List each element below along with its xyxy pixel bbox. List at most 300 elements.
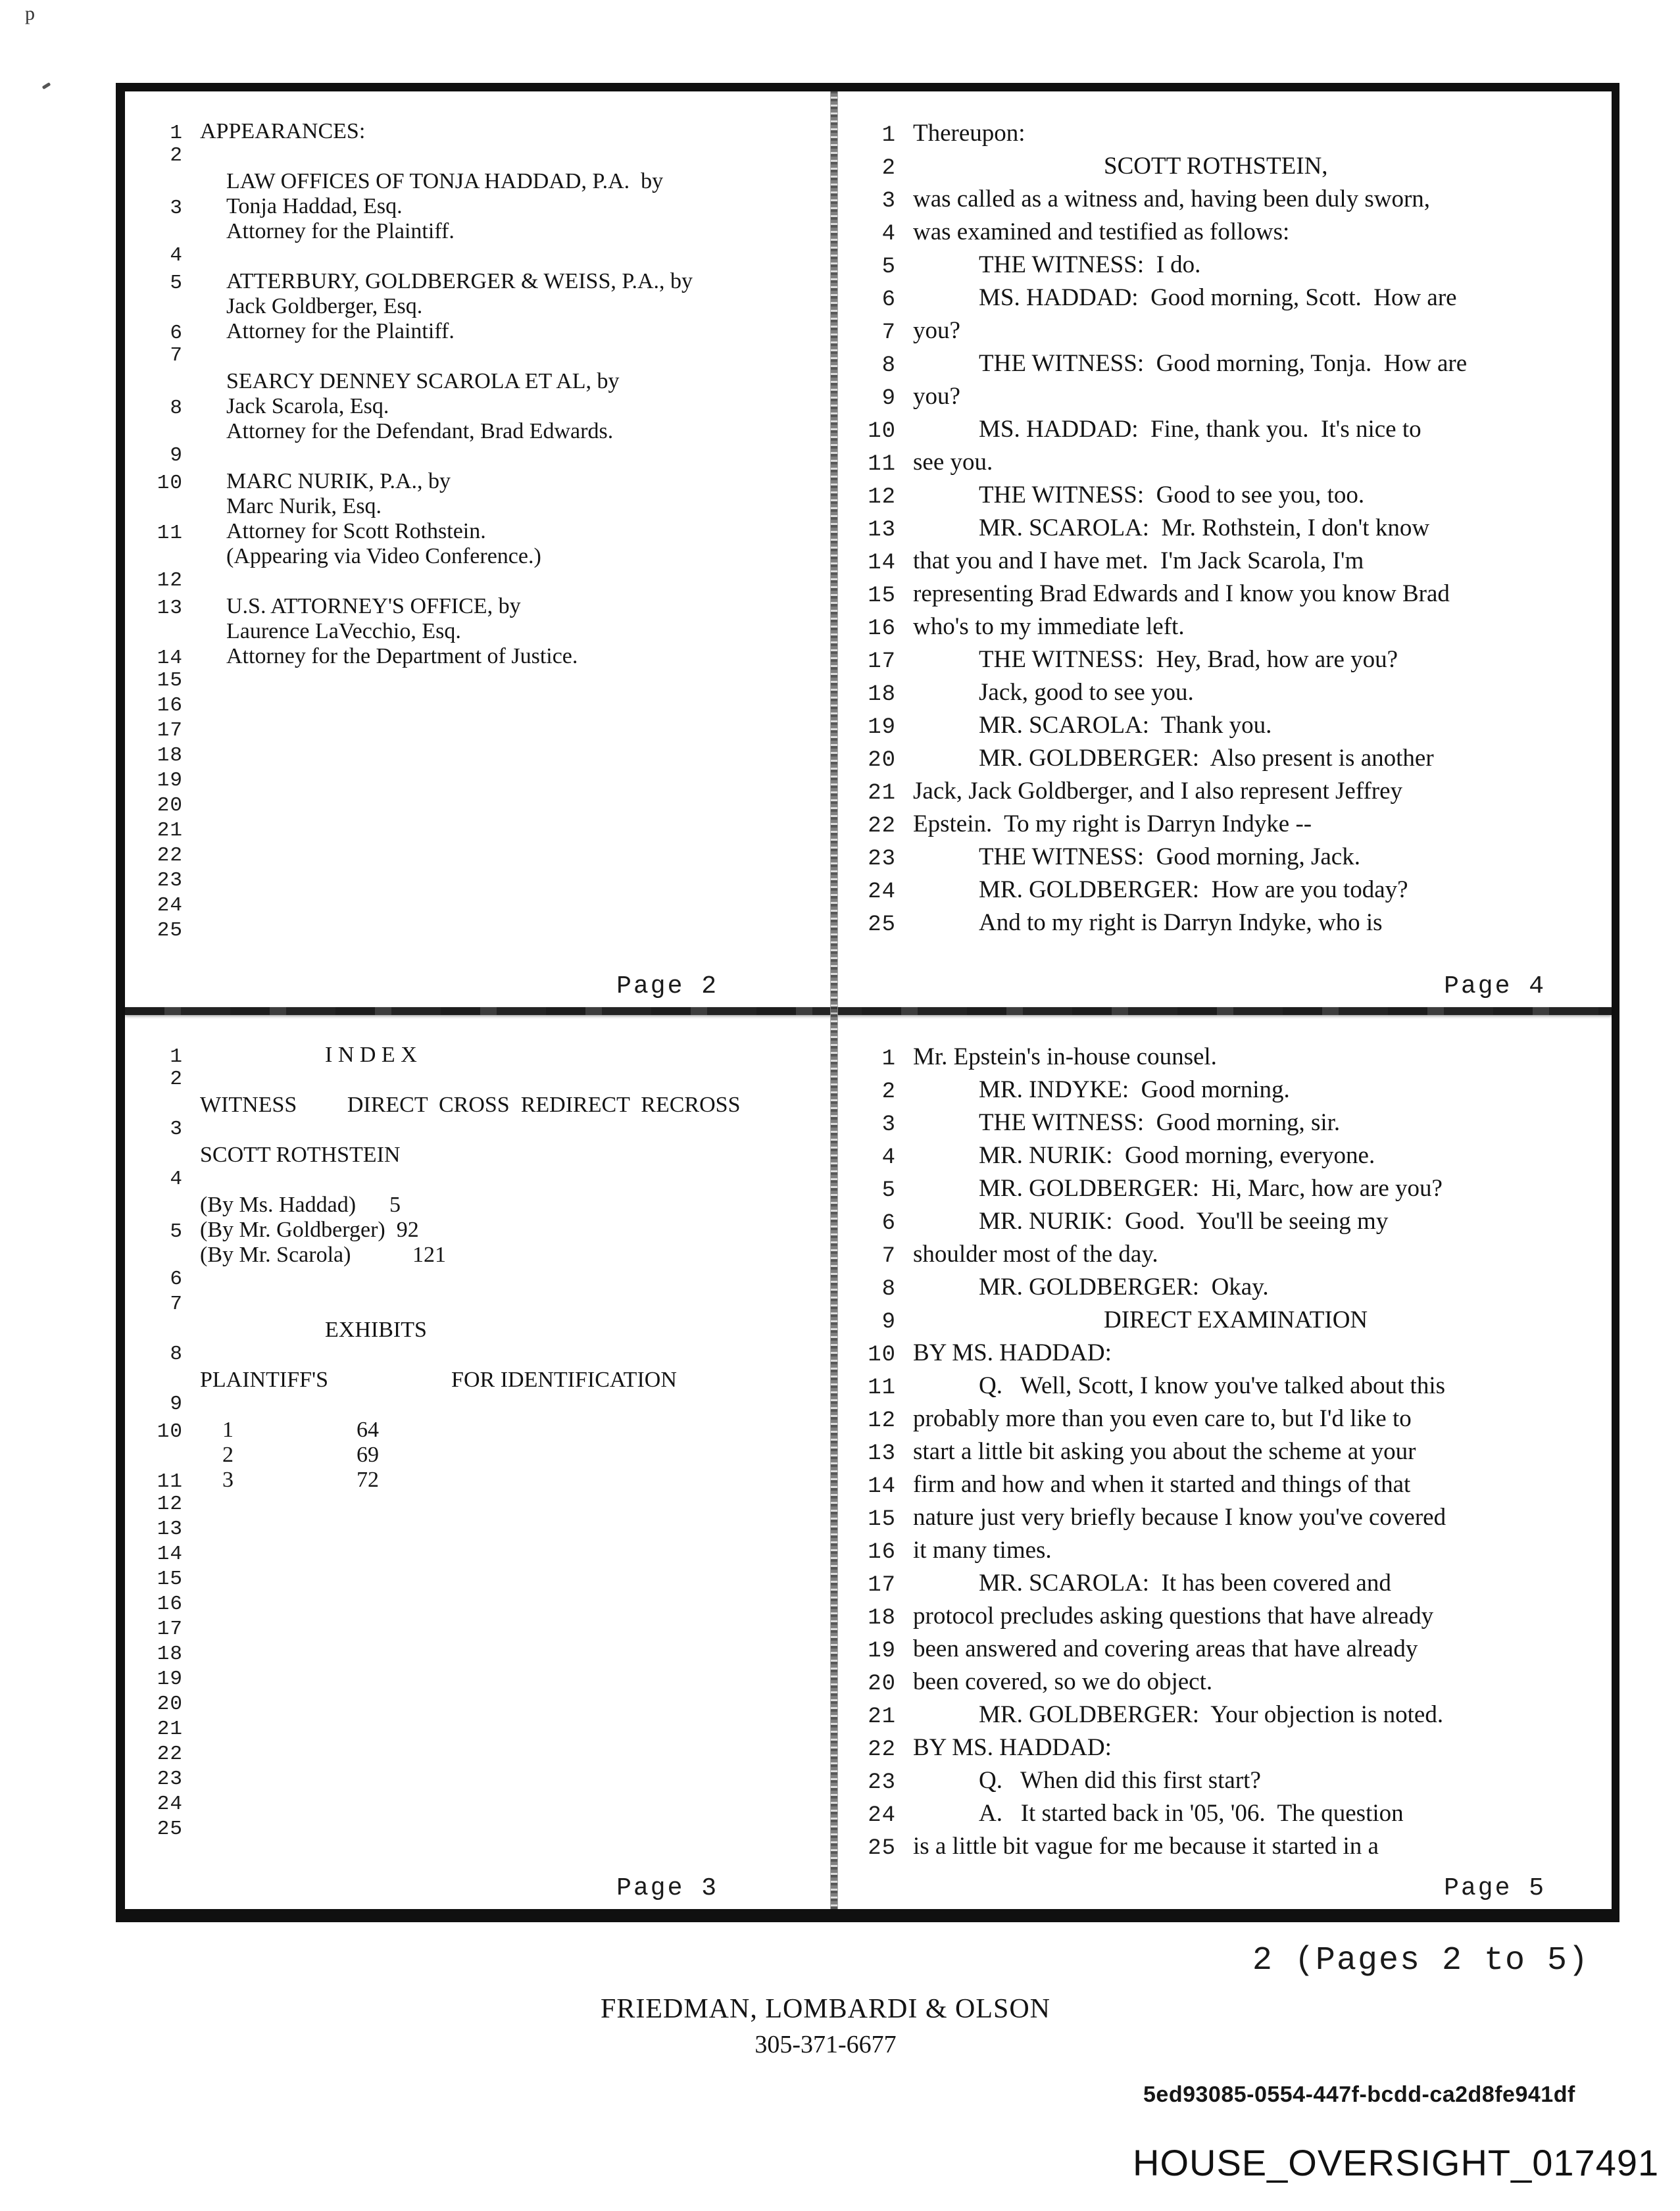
line-number: 11 xyxy=(868,1376,896,1401)
transcript-line xyxy=(132,1643,821,1668)
line-text: Jack Scarola, Esq. xyxy=(226,394,389,418)
transcript-page-4 xyxy=(838,91,1612,1007)
transcript-line xyxy=(845,1240,1602,1273)
transcript-line xyxy=(132,544,821,569)
line-text: Q. Well, Scott, I know you've talked about this xyxy=(979,1372,1445,1399)
transcript-lines xyxy=(132,1043,821,1843)
transcript-line xyxy=(132,1518,821,1543)
transcript-line xyxy=(132,1318,821,1343)
transcript-line xyxy=(132,1193,821,1218)
line-text: was examined and testified as follows: xyxy=(913,218,1290,245)
line-number: 5 xyxy=(170,272,183,295)
line-number: 9 xyxy=(170,444,183,467)
line-text: Marc Nurik, Esq. xyxy=(226,494,382,518)
line-number: 16 xyxy=(868,1540,896,1565)
bates-number: HOUSE_OVERSIGHT_017491 xyxy=(1133,2142,1660,2183)
line-text: SCOTT ROTHSTEIN xyxy=(200,1143,401,1167)
line-number: 18 xyxy=(868,1606,896,1631)
line-number: 25 xyxy=(868,912,896,937)
line-number: 6 xyxy=(170,1268,183,1291)
line-number: 22 xyxy=(868,1737,896,1762)
transcript-line xyxy=(845,1141,1602,1174)
transcript-line xyxy=(132,594,821,619)
line-text: been covered, so we do object. xyxy=(913,1668,1213,1695)
transcript-line xyxy=(845,1701,1602,1733)
transcript-line xyxy=(132,894,821,919)
transcript-line xyxy=(132,1468,821,1493)
line-number: 3 xyxy=(170,197,183,220)
transcript-line xyxy=(132,1068,821,1093)
transcript-line xyxy=(845,1437,1602,1470)
line-text: MR. GOLDBERGER: Also present is another xyxy=(979,745,1434,772)
line-text: THE WITNESS: I do. xyxy=(979,251,1201,278)
line-text: protocol precludes asking questions that have already xyxy=(913,1602,1434,1629)
line-number: 15 xyxy=(868,1507,896,1532)
line-text: THE WITNESS: Good morning, Tonja. How are xyxy=(979,350,1468,377)
line-number: 15 xyxy=(868,584,896,609)
transcript-line xyxy=(132,1718,821,1743)
transcript-line xyxy=(845,678,1602,711)
line-text: MR. GOLDBERGER: Okay. xyxy=(979,1274,1269,1301)
transcript-lines xyxy=(132,119,821,944)
line-number: 16 xyxy=(868,616,896,641)
line-text: EXHIBITS xyxy=(325,1318,427,1342)
line-text: firm and how and when it started and things of that xyxy=(913,1471,1411,1498)
line-number: 22 xyxy=(157,844,183,867)
line-text: that you and I have met. I'm Jack Scarola, I'm xyxy=(913,547,1364,574)
transcript-line xyxy=(132,744,821,769)
line-number: 10 xyxy=(157,472,183,495)
line-number: 22 xyxy=(157,1743,183,1766)
line-number: 25 xyxy=(868,1836,896,1861)
line-number: 21 xyxy=(868,1704,896,1729)
transcript-line xyxy=(132,719,821,744)
line-text: SCOTT ROTHSTEIN, xyxy=(1104,153,1328,180)
line-text: MR. GOLDBERGER: How are you today? xyxy=(979,876,1408,903)
line-text: THE WITNESS: Good to see you, too. xyxy=(979,482,1365,509)
transcript-line xyxy=(132,1293,821,1318)
line-text: MR. SCAROLA: It has been covered and xyxy=(979,1570,1391,1597)
transcript-lines xyxy=(845,1043,1602,1865)
transcript-line xyxy=(132,844,821,869)
line-text: THE WITNESS: Good morning, sir. xyxy=(979,1109,1341,1136)
transcript-line xyxy=(132,419,821,444)
line-number: 9 xyxy=(170,1393,183,1416)
transcript-line xyxy=(132,1568,821,1593)
transcript-line xyxy=(132,1768,821,1793)
line-text: THE WITNESS: Good morning, Jack. xyxy=(979,843,1360,870)
line-number: 16 xyxy=(157,694,183,717)
line-number: 10 xyxy=(868,419,896,444)
court-reporter-phone: 305-371-6677 xyxy=(754,2031,897,2058)
transcript-line xyxy=(845,1536,1602,1569)
transcript-line xyxy=(845,547,1602,580)
line-number: 23 xyxy=(157,869,183,892)
transcript-line xyxy=(132,794,821,819)
line-text: Jack, good to see you. xyxy=(979,679,1194,706)
line-number: 3 xyxy=(881,189,896,214)
line-text: 2 69 xyxy=(200,1443,379,1467)
scan-artifact-mark: p xyxy=(25,3,35,24)
line-text: Jack, Jack Goldberger, and I also represent Jeffrey xyxy=(913,778,1403,805)
line-text: Jack Goldberger, Esq. xyxy=(226,294,423,318)
line-number: 2 xyxy=(170,1068,183,1091)
page-label: Page 5 xyxy=(1444,1874,1546,1902)
transcript-page-5 xyxy=(838,1015,1612,1909)
line-number: 24 xyxy=(868,1803,896,1828)
line-text: MR. SCAROLA: Mr. Rothstein, I don't know xyxy=(979,514,1430,541)
line-number: 21 xyxy=(157,1718,183,1741)
court-reporter-block xyxy=(562,1993,1089,2059)
transcript-line xyxy=(845,876,1602,908)
transcript-line xyxy=(845,1076,1602,1108)
line-text: LAW OFFICES OF TONJA HADDAD, P.A. by xyxy=(226,169,664,193)
transcript-line xyxy=(132,469,821,494)
vertical-page-divider xyxy=(830,91,838,1909)
line-text: (By Mr. Scarola) 121 xyxy=(200,1243,446,1267)
transcript-line xyxy=(132,144,821,169)
transcript-line xyxy=(845,810,1602,843)
transcript-line xyxy=(132,1093,821,1118)
line-number: 10 xyxy=(157,1420,183,1443)
line-number: 13 xyxy=(868,1441,896,1466)
line-number: 2 xyxy=(881,156,896,181)
line-number: 8 xyxy=(170,1343,183,1366)
transcript-line xyxy=(845,908,1602,941)
transcript-line xyxy=(845,448,1602,481)
page-label: Page 3 xyxy=(616,1874,718,1902)
line-number: 24 xyxy=(157,894,183,917)
transcript-line xyxy=(132,669,821,694)
line-number: 19 xyxy=(157,769,183,792)
line-text: MARC NURIK, P.A., by xyxy=(226,469,451,493)
transcript-line xyxy=(845,843,1602,876)
line-text: APPEARANCES: xyxy=(200,119,366,143)
transcript-line xyxy=(132,519,821,544)
line-number: 1 xyxy=(170,122,183,145)
transcript-page-3 xyxy=(125,1015,830,1909)
line-number: 12 xyxy=(868,1408,896,1433)
transcript-line xyxy=(132,369,821,394)
line-number: 17 xyxy=(157,1618,183,1641)
line-number: 11 xyxy=(868,452,896,477)
line-text: THE WITNESS: Hey, Brad, how are you? xyxy=(979,646,1398,673)
line-number: 15 xyxy=(157,669,183,692)
line-number: 11 xyxy=(157,522,183,545)
transcript-line xyxy=(132,1743,821,1768)
transcript-line xyxy=(132,1368,821,1393)
document-id: 5ed93085-0554-447f-bcdd-ca2d8fe941df xyxy=(1143,2082,1575,2107)
transcript-line xyxy=(132,194,821,219)
transcript-line xyxy=(845,1766,1602,1799)
scan-artifact-tick xyxy=(42,82,51,89)
line-number: 18 xyxy=(157,744,183,767)
transcript-line xyxy=(845,1174,1602,1207)
line-text: DIRECT EXAMINATION xyxy=(1104,1306,1368,1333)
line-number: 7 xyxy=(881,1244,896,1269)
line-number: 17 xyxy=(157,719,183,742)
line-text: MR. NURIK: Good. You'll be seeing my xyxy=(979,1208,1389,1235)
transcript-line xyxy=(132,319,821,344)
transcript-line xyxy=(132,1793,821,1818)
line-text: MR. GOLDBERGER: Your objection is noted. xyxy=(979,1701,1444,1728)
line-number: 14 xyxy=(868,1474,896,1499)
line-text: SEARCY DENNEY SCAROLA ET AL, by xyxy=(226,369,620,393)
page-label: Page 4 xyxy=(1444,972,1546,1001)
transcript-line xyxy=(845,744,1602,777)
line-number: 13 xyxy=(868,518,896,543)
line-text: was called as a witness and, having been duly sworn, xyxy=(913,186,1431,212)
line-number: 5 xyxy=(170,1220,183,1243)
transcript-line xyxy=(845,1668,1602,1701)
horizontal-page-divider xyxy=(125,1007,1612,1015)
transcript-line xyxy=(845,645,1602,678)
transcript-line xyxy=(845,119,1602,152)
line-text: MR. SCAROLA: Thank you. xyxy=(979,712,1272,739)
transcript-line xyxy=(845,218,1602,251)
transcript-line xyxy=(132,1493,821,1518)
line-number: 9 xyxy=(881,1310,896,1335)
line-text: nature just very briefly because I know you've covered xyxy=(913,1504,1446,1531)
line-text: MS. HADDAD: Fine, thank you. It's nice to xyxy=(979,416,1421,443)
transcript-line xyxy=(845,1108,1602,1141)
line-number: 4 xyxy=(881,1145,896,1170)
line-number: 24 xyxy=(868,880,896,905)
transcript-line xyxy=(845,1503,1602,1536)
transcript-line xyxy=(132,1818,821,1843)
transcript-line xyxy=(845,777,1602,810)
line-number: 23 xyxy=(868,1770,896,1795)
line-number: 10 xyxy=(868,1343,896,1368)
line-number: 13 xyxy=(157,1518,183,1541)
line-text: MR. INDYKE: Good morning. xyxy=(979,1076,1290,1103)
line-number: 7 xyxy=(170,1293,183,1316)
line-text: MS. HADDAD: Good morning, Scott. How are xyxy=(979,284,1457,311)
line-number: 3 xyxy=(170,1118,183,1141)
line-number: 11 xyxy=(157,1470,183,1493)
transcript-line xyxy=(132,244,821,269)
line-number: 25 xyxy=(157,1818,183,1841)
line-text: A. It started back in '05, '06. The question xyxy=(979,1800,1404,1827)
transcript-line xyxy=(132,1143,821,1168)
line-text: Attorney for the Department of Justice. xyxy=(226,644,578,668)
transcript-line xyxy=(845,1339,1602,1372)
line-number: 20 xyxy=(868,748,896,773)
condensed-transcript-sheet xyxy=(116,83,1619,1922)
transcript-line xyxy=(132,1168,821,1193)
line-number: 19 xyxy=(868,715,896,740)
transcript-line xyxy=(845,251,1602,284)
line-number: 12 xyxy=(157,1493,183,1516)
line-number: 3 xyxy=(881,1112,896,1137)
footer-page-range: 2 (Pages 2 to 5) xyxy=(1252,1942,1589,1979)
line-number: 24 xyxy=(157,1793,183,1816)
transcript-line xyxy=(132,169,821,194)
line-text: MR. NURIK: Good morning, everyone. xyxy=(979,1142,1375,1169)
line-number: 4 xyxy=(170,244,183,267)
line-text: shoulder most of the day. xyxy=(913,1241,1158,1268)
transcript-line xyxy=(845,152,1602,185)
line-number: 18 xyxy=(868,682,896,707)
transcript-line xyxy=(132,819,821,844)
transcript-line xyxy=(132,444,821,469)
line-number: 12 xyxy=(868,485,896,510)
line-number: 19 xyxy=(868,1639,896,1664)
transcript-line xyxy=(845,415,1602,448)
transcript-line xyxy=(132,1443,821,1468)
line-text: is a little bit vague for me because it started in a xyxy=(913,1833,1379,1860)
line-text: (Appearing via Video Conference.) xyxy=(226,544,541,568)
transcript-line xyxy=(132,1543,821,1568)
line-number: 6 xyxy=(881,287,896,312)
line-number: 12 xyxy=(157,569,183,592)
transcript-line xyxy=(845,1306,1602,1339)
line-number: 23 xyxy=(868,847,896,872)
line-number: 4 xyxy=(881,222,896,247)
line-number: 21 xyxy=(868,781,896,806)
line-number: 6 xyxy=(170,322,183,345)
line-text: 3 72 xyxy=(200,1468,379,1492)
transcript-line xyxy=(132,1418,821,1443)
line-text: (By Mr. Goldberger) 92 xyxy=(200,1218,419,1242)
line-number: 14 xyxy=(157,1543,183,1566)
line-number: 2 xyxy=(881,1080,896,1105)
transcript-line xyxy=(132,769,821,794)
line-text: Tonja Haddad, Esq. xyxy=(226,194,403,218)
transcript-line xyxy=(132,644,821,669)
line-text: it many times. xyxy=(913,1537,1052,1564)
line-number: 8 xyxy=(881,1277,896,1302)
transcript-line xyxy=(132,1393,821,1418)
line-text: PLAINTIFF'S FOR IDENTIFICATION xyxy=(200,1368,677,1392)
line-text: BY MS. HADDAD: xyxy=(913,1339,1112,1366)
line-number: 2 xyxy=(170,144,183,167)
transcript-line xyxy=(845,1569,1602,1602)
line-text: Attorney for Scott Rothstein. xyxy=(226,519,486,543)
line-text: ATTERBURY, GOLDBERGER & WEISS, P.A., by xyxy=(226,269,693,293)
transcript-line xyxy=(845,1733,1602,1766)
line-number: 1 xyxy=(881,123,896,148)
line-number: 14 xyxy=(868,551,896,576)
transcript-line xyxy=(845,284,1602,316)
line-number: 20 xyxy=(157,1693,183,1716)
line-number: 16 xyxy=(157,1593,183,1616)
line-text: 1 64 xyxy=(200,1418,379,1442)
line-text: U.S. ATTORNEY'S OFFICE, by xyxy=(226,594,521,618)
line-number: 9 xyxy=(881,386,896,411)
transcript-line xyxy=(132,119,821,144)
line-text: see you. xyxy=(913,449,993,476)
line-text: Attorney for the Plaintiff. xyxy=(226,219,455,243)
transcript-line xyxy=(845,1043,1602,1076)
transcript-line xyxy=(132,1343,821,1368)
line-number: 1 xyxy=(881,1047,896,1072)
transcript-line xyxy=(132,919,821,944)
transcript-line xyxy=(132,1268,821,1293)
transcript-line xyxy=(845,481,1602,514)
line-number: 19 xyxy=(157,1668,183,1691)
line-number: 8 xyxy=(881,353,896,378)
line-number: 5 xyxy=(881,255,896,280)
line-number: 25 xyxy=(157,919,183,942)
line-number: 1 xyxy=(170,1045,183,1068)
transcript-line xyxy=(845,711,1602,744)
transcript-line xyxy=(132,1668,821,1693)
transcript-line xyxy=(132,1618,821,1643)
line-text: (By Ms. Haddad) 5 xyxy=(200,1193,401,1217)
line-text: MR. GOLDBERGER: Hi, Marc, how are you? xyxy=(979,1175,1443,1202)
line-text: And to my right is Darryn Indyke, who is xyxy=(979,909,1383,936)
transcript-line xyxy=(132,344,821,369)
transcript-line xyxy=(132,1693,821,1718)
line-number: 18 xyxy=(157,1643,183,1666)
transcript-line xyxy=(845,514,1602,547)
line-text: Thereupon: xyxy=(913,120,1025,147)
transcript-lines xyxy=(845,119,1602,941)
line-text: Attorney for the Plaintiff. xyxy=(226,319,455,343)
line-number: 15 xyxy=(157,1568,183,1591)
line-text: Epstein. To my right is Darryn Indyke -- xyxy=(913,810,1312,837)
transcript-line xyxy=(132,294,821,319)
line-text: Attorney for the Defendant, Brad Edwards. xyxy=(226,419,614,443)
transcript-line xyxy=(132,1118,821,1143)
line-text: you? xyxy=(913,317,960,344)
transcript-line xyxy=(845,1273,1602,1306)
transcript-line xyxy=(132,569,821,594)
transcript-line xyxy=(132,1043,821,1068)
transcript-line xyxy=(132,494,821,519)
transcript-line xyxy=(132,1218,821,1243)
line-text: WITNESS DIRECT CROSS REDIRECT RECROSS xyxy=(200,1093,741,1117)
line-number: 21 xyxy=(157,819,183,842)
transcript-line xyxy=(845,382,1602,415)
transcript-line xyxy=(845,1372,1602,1404)
line-number: 14 xyxy=(157,647,183,670)
line-number: 7 xyxy=(170,344,183,367)
transcript-line xyxy=(132,219,821,244)
line-number: 23 xyxy=(157,1768,183,1791)
line-text: representing Brad Edwards and I know you know Brad xyxy=(913,580,1450,607)
transcript-line xyxy=(845,316,1602,349)
line-number: 8 xyxy=(170,397,183,420)
line-text: probably more than you even care to, but I'd like to xyxy=(913,1405,1412,1432)
transcript-line xyxy=(845,1602,1602,1635)
line-number: 20 xyxy=(868,1672,896,1697)
line-text: been answered and covering areas that have already xyxy=(913,1635,1418,1662)
transcript-line xyxy=(845,349,1602,382)
line-text: Laurence LaVecchio, Esq. xyxy=(226,619,461,643)
transcript-line xyxy=(132,619,821,644)
transcript-page-2 xyxy=(125,91,830,1007)
line-number: 6 xyxy=(881,1211,896,1236)
transcript-line xyxy=(132,1243,821,1268)
transcript-line xyxy=(132,394,821,419)
line-number: 5 xyxy=(881,1178,896,1203)
transcript-line xyxy=(845,1404,1602,1437)
transcript-line xyxy=(845,1470,1602,1503)
transcript-line xyxy=(132,694,821,719)
transcript-line xyxy=(845,580,1602,612)
transcript-line xyxy=(845,1207,1602,1240)
line-number: 22 xyxy=(868,814,896,839)
transcript-line xyxy=(845,612,1602,645)
line-number: 13 xyxy=(157,597,183,620)
court-reporter-firm: FRIEDMAN, LOMBARDI & OLSON xyxy=(600,1994,1051,2024)
transcript-line xyxy=(845,185,1602,218)
line-text: I N D E X xyxy=(325,1043,417,1067)
transcript-line xyxy=(132,869,821,894)
transcript-line xyxy=(845,1799,1602,1832)
